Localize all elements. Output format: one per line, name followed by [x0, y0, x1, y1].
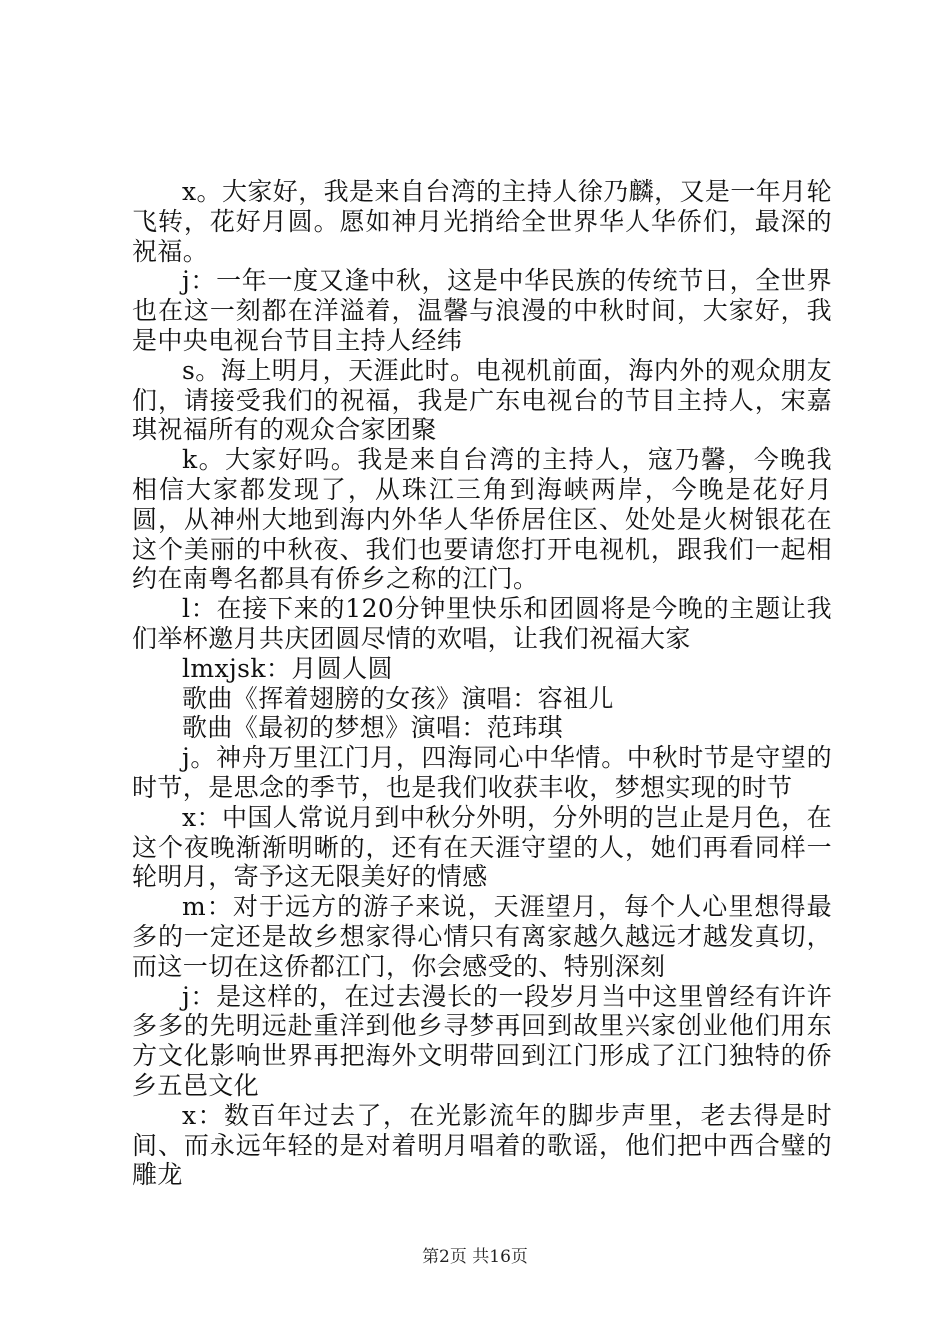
paragraph: m：对于远方的游子来说，天涯望月，每个人心里想得最多的一定还是故乡想家得心情只有离家越久越远才越发真切，而这一切在这侨都江门，你会感受的、特别深刻 [132, 892, 832, 981]
paragraph: 歌曲《挥着翅膀的女孩》演唱：容祖儿 [182, 683, 614, 713]
paragraph: j：一年一度又逢中秋，这是中华民族的传统节日，全世界也在这一刻都在洋溢着，温馨与浪漫的中秋时间，大家好，我是中央电视台节目主持人经纬 [132, 266, 832, 355]
paragraph: s。海上明月，天涯此时。电视机前面，海内外的观众朋友们，请接受我们的祝福，我是广东电视台的节目主持人，宋嘉琪祝福所有的观众合家团聚 [132, 355, 832, 445]
page-number-footer: 第2页 共16页 [422, 1247, 528, 1267]
paragraph: x：中国人常说月到中秋分外明，分外明的岂止是月色，在这个夜晚渐渐明晰的，还有在天涯守望的人，她们再看同样一轮明月，寄予这无限美好的情感 [132, 802, 832, 892]
paragraph: 歌曲《最初的梦想》演唱：范玮琪 [182, 713, 564, 743]
paragraph: x。大家好，我是来自台湾的主持人徐乃麟，又是一年月轮飞转，花好月圆。愿如神月光捎给全世界华人华侨们，最深的祝福。 [132, 177, 832, 266]
paragraph: j：是这样的，在过去漫长的一段岁月当中这里曾经有许许多多的先明远赴重洋到他乡寻梦再回到故里兴家创业他们用东方文化影响世界再把海外文明带回到江门形成了江门独特的侨乡五邑文化 [132, 981, 832, 1100]
paragraph: lmxjsk：月圆人圆 [182, 653, 393, 683]
document-body [132, 177, 832, 1190]
paragraph: x：数百年过去了，在光影流年的脚步声里，老去得是时间、而永远年轻的是对着明月唱着的歌谣，他们把中西合璧的雕龙 [132, 1100, 832, 1190]
paragraph: j。神舟万里江门月，四海同心中华情。中秋时节是守望的时节，是思念的季节，也是我们收获丰收，梦想实现的时节 [132, 743, 832, 802]
paragraph: k。大家好吗。我是来自台湾的主持人，寇乃馨，今晚我相信大家都发现了，从珠江三角到海峡两岸，今晚是花好月圆，从神州大地到海内外华人华侨居住区、处处是火树银花在这个美丽的中秋夜、我们也要请您打开电视机，跟我们一起相约在南粤名都具有侨乡之称的江门。 [132, 445, 832, 594]
paragraph: l：在接下来的120分钟里快乐和团圆将是今晚的主题让我们举杯邀月共庆团圆尽情的欢唱，让我们祝福大家 [132, 594, 832, 653]
